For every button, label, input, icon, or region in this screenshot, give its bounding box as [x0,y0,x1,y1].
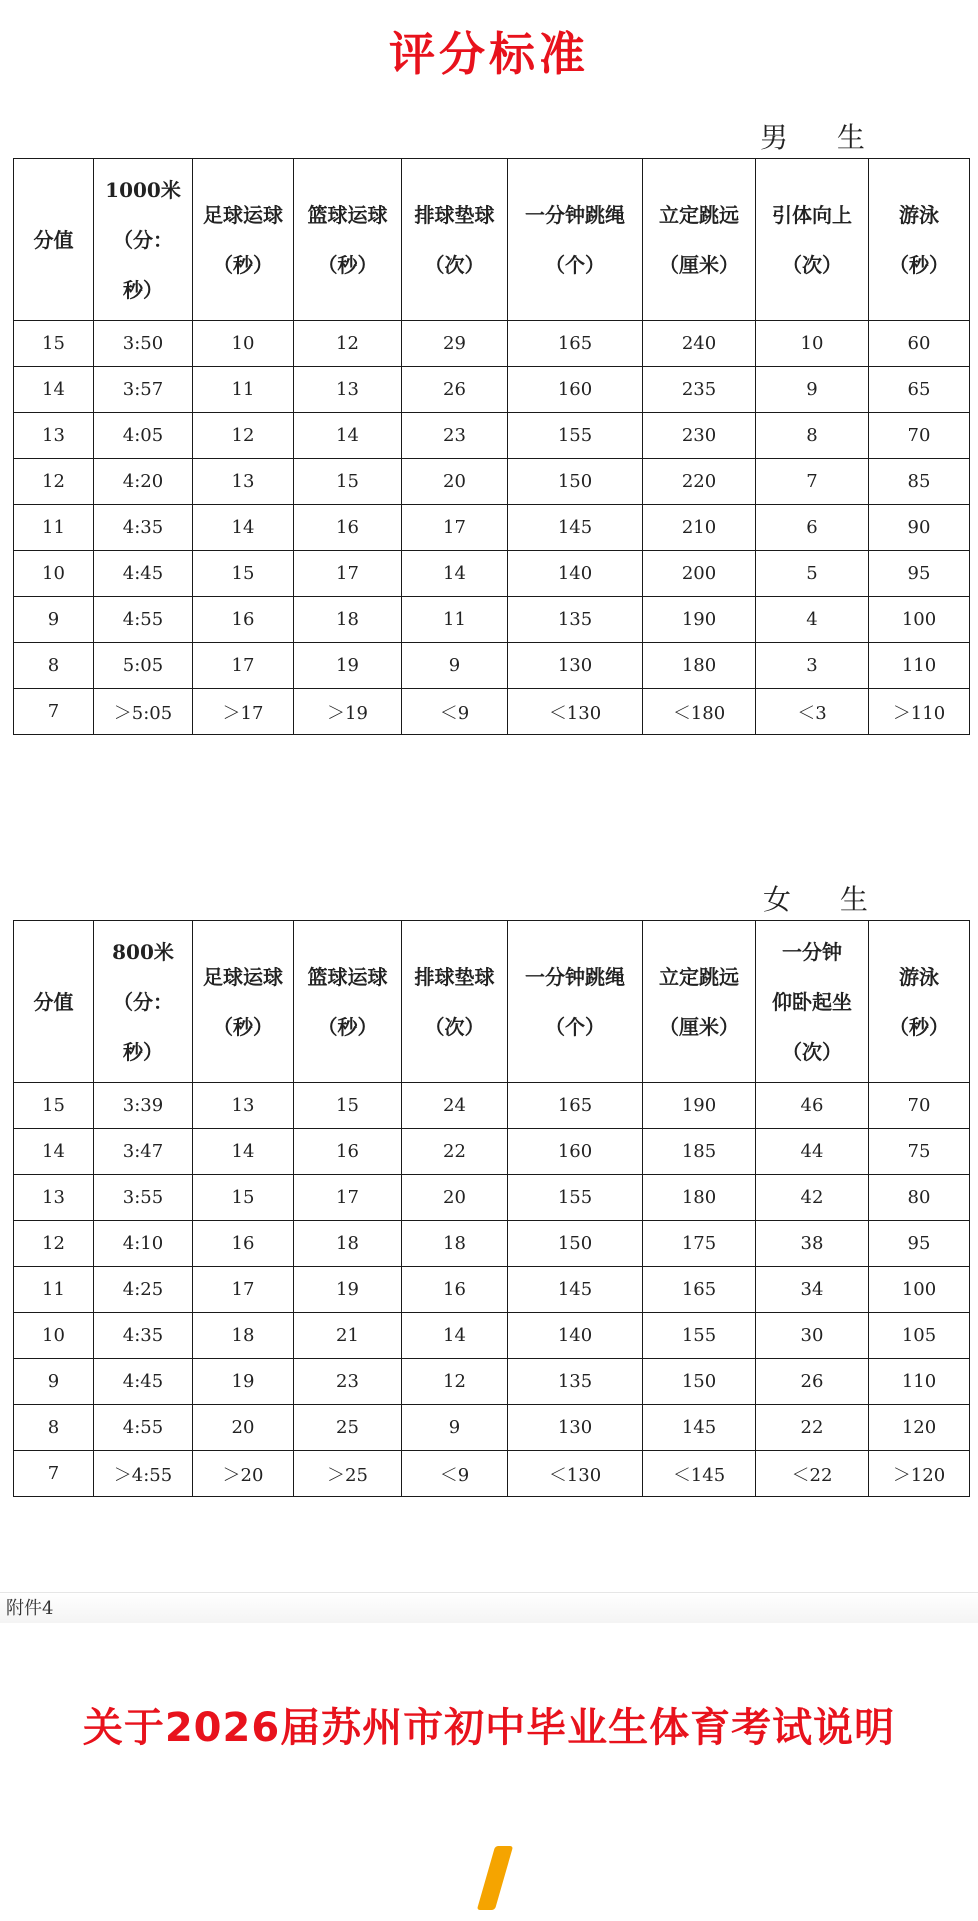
table-cell: 4:45 [94,551,193,597]
table-cell: ＜22 [756,1451,869,1497]
table-cell: 135 [508,597,643,643]
table-cell: 17 [402,505,508,551]
table-cell: 14 [14,367,94,413]
table-cell: 12 [14,459,94,505]
bottom-title: 关于2026届苏州市初中毕业生体育考试说明 [82,1705,896,1751]
table-cell: 165 [508,321,643,367]
table-row [14,1267,970,1313]
table-cell: 13 [193,459,294,505]
column-header [14,921,94,1083]
table-cell: 155 [508,413,643,459]
header-line: （个） [545,252,605,277]
table-cell: 110 [869,1359,970,1405]
table-row [14,1221,970,1267]
table-cell: ＜9 [402,1451,508,1497]
table-cell: 16 [402,1267,508,1313]
table-cell: 4 [756,597,869,643]
table-cell: 15 [294,459,402,505]
table-cell: 11 [193,367,294,413]
table-cell: 140 [508,551,643,597]
table-cell: 14 [14,1129,94,1175]
table-cell: 22 [756,1405,869,1451]
table-cell: 145 [643,1405,756,1451]
table-cell: ＜145 [643,1451,756,1497]
table-cell: 9 [402,643,508,689]
header-line: （秒） [317,252,378,277]
table-cell: 20 [193,1405,294,1451]
table-cell: 140 [508,1313,643,1359]
header-line: （厘米） [659,1014,739,1039]
table-cell: 130 [508,1405,643,1451]
table-cell: 42 [756,1175,869,1221]
table-cell: 190 [643,597,756,643]
table-cell: 165 [643,1267,756,1313]
table-cell: ＜9 [402,689,508,735]
torn-text [6,1594,53,1606]
table-cell: 85 [869,459,970,505]
table-cell: 9 [402,1405,508,1451]
table-cell: 105 [869,1313,970,1359]
header-line: 足球运球 [203,202,283,227]
table-cell: 7 [14,1451,94,1497]
table-cell: 6 [756,505,869,551]
table-cell: 12 [294,321,402,367]
table-cell: 15 [14,1083,94,1129]
header-line: （秒） [213,1014,273,1039]
table-cell: 4:20 [94,459,193,505]
table-cell: 38 [756,1221,869,1267]
table-cell: 130 [508,643,643,689]
table-cell: ＞20 [193,1451,294,1497]
header-line: 排球垫球 [414,202,495,227]
table-cell: 4:55 [94,597,193,643]
header-line: 800米 [112,939,174,964]
table-cell: 13 [193,1083,294,1129]
table-header-row [14,921,970,1083]
table-cell: 200 [643,551,756,597]
header-line: 1000米 [105,177,181,202]
header-line: （个） [545,1014,605,1039]
column-header [94,159,193,321]
table-cell: 160 [508,1129,643,1175]
header-line: 一分钟 [782,939,842,964]
table-cell: 230 [643,413,756,459]
table-cell: 5 [756,551,869,597]
table-cell: 150 [508,459,643,505]
table-row [14,1451,970,1497]
table-cell: 190 [643,1083,756,1129]
table-header-row [14,159,970,321]
table-cell: ＞25 [294,1451,402,1497]
table-cell: 44 [756,1129,869,1175]
table-cell: 3 [756,643,869,689]
header-line: 游泳 [899,964,939,989]
table-cell: 155 [508,1175,643,1221]
column-header [756,921,869,1083]
column-header [402,921,508,1083]
table-cell: ＞17 [193,689,294,735]
table-cell: 12 [14,1221,94,1267]
table-cell: 15 [294,1083,402,1129]
column-header [643,921,756,1083]
column-header [643,159,756,321]
column-header [508,921,643,1083]
table-cell: 95 [869,551,970,597]
table-cell: 29 [402,321,508,367]
table-cell: 180 [643,1175,756,1221]
table-cell: 4:05 [94,413,193,459]
table-cell: 13 [14,1175,94,1221]
table-cell: 10 [14,1313,94,1359]
table-cell: 3:39 [94,1083,193,1129]
header-line: 排球垫球 [414,964,495,989]
header-line: 分值 [33,227,74,252]
column-header [294,159,402,321]
table-cell: 15 [14,321,94,367]
table-cell: ＞120 [869,1451,970,1497]
table-cell: 10 [193,321,294,367]
header-line: 篮球运球 [307,202,388,227]
table-cell: 4:55 [94,1405,193,1451]
table-cell: 25 [294,1405,402,1451]
table-cell: ＜130 [508,1451,643,1497]
column-header [869,921,970,1083]
table-cell: 13 [14,413,94,459]
table-cell: 12 [193,413,294,459]
table-cell: 23 [402,413,508,459]
table-row [14,1083,970,1129]
table-cell: 10 [756,321,869,367]
table-cell: 3:55 [94,1175,193,1221]
table-cell: 8 [14,1405,94,1451]
table-cell: 22 [402,1129,508,1175]
header-line: 秒） [123,277,163,302]
table-cell: 9 [14,1359,94,1405]
header-line: （秒） [889,252,949,277]
table-cell: 120 [869,1405,970,1451]
table-cell: 17 [193,643,294,689]
header-line: （次） [424,252,485,277]
table-cell: 4:45 [94,1359,193,1405]
column-header [14,159,94,321]
table-cell: 110 [869,643,970,689]
header-line: （分： [113,227,173,252]
header-line: 一分钟跳绳 [525,964,625,989]
table-cell: 8 [756,413,869,459]
table-cell: 3:50 [94,321,193,367]
table-cell: 235 [643,367,756,413]
table-cell: 16 [193,597,294,643]
page-title: 评分标准 [389,27,589,81]
table-cell: 10 [14,551,94,597]
table-cell: 180 [643,643,756,689]
table-cell: 7 [756,459,869,505]
header-line: 分值 [33,989,74,1014]
table-cell: 185 [643,1129,756,1175]
table-cell: 46 [756,1083,869,1129]
table-cell: 220 [643,459,756,505]
table-cell: 8 [14,643,94,689]
table-cell: 17 [193,1267,294,1313]
table-cell: 14 [402,1313,508,1359]
table-cell: 16 [294,505,402,551]
table-cell: 20 [402,459,508,505]
table-cell: 3:47 [94,1129,193,1175]
table-cell: 175 [643,1221,756,1267]
table-cell: 70 [869,413,970,459]
table-cell: 23 [294,1359,402,1405]
table-cell: 18 [193,1313,294,1359]
male-label: 男 生 [760,121,885,154]
table-cell: ＜130 [508,689,643,735]
table-cell: 14 [193,1129,294,1175]
female-label: 女 生 [763,883,888,916]
table-row [14,689,970,735]
header-line: （秒） [213,252,273,277]
table-cell: ＞19 [294,689,402,735]
table-cell: 165 [508,1083,643,1129]
table-cell: 13 [294,367,402,413]
table-cell: 19 [294,643,402,689]
header-line: （次） [782,252,842,277]
table-cell: 90 [869,505,970,551]
table-cell: 17 [294,551,402,597]
table-row [14,367,970,413]
table-row [14,1405,970,1451]
header-line: 仰卧起坐 [772,989,852,1014]
table-cell: 16 [193,1221,294,1267]
table-cell: 7 [14,689,94,735]
table-row [14,1313,970,1359]
header-line: 足球运球 [203,964,283,989]
table-cell: 19 [193,1359,294,1405]
table-cell: 95 [869,1221,970,1267]
header-line: 篮球运球 [307,964,388,989]
header-line: （分： [113,989,173,1014]
table-cell: 15 [193,1175,294,1221]
table-row [14,413,970,459]
table-cell: ＞5:05 [94,689,193,735]
table-row [14,551,970,597]
male-score-table [13,158,970,735]
table-cell: 18 [294,597,402,643]
table-cell: 18 [294,1221,402,1267]
table-cell: 24 [402,1083,508,1129]
table-row [14,643,970,689]
table-row [14,1359,970,1405]
table-cell: 4:25 [94,1267,193,1313]
table-row [14,459,970,505]
table-cell: 11 [14,505,94,551]
table-row [14,321,970,367]
table-cell: 18 [402,1221,508,1267]
table-cell: 145 [508,505,643,551]
table-cell: 4:35 [94,1313,193,1359]
header-line: （次） [424,1014,485,1039]
table-cell: 21 [294,1313,402,1359]
table-cell: 160 [508,367,643,413]
table-cell: 155 [643,1313,756,1359]
column-header [756,159,869,321]
table-cell: ＜180 [643,689,756,735]
table-row [14,505,970,551]
table-cell: 5:05 [94,643,193,689]
table-cell: ＞110 [869,689,970,735]
table-cell: 12 [402,1359,508,1405]
column-header [94,921,193,1083]
header-line: （次） [782,1039,842,1064]
table-row [14,1129,970,1175]
table-cell: 80 [869,1175,970,1221]
table-cell: 145 [508,1267,643,1313]
column-header [294,921,402,1083]
table-cell: 14 [294,413,402,459]
table-cell: 19 [294,1267,402,1313]
table-cell: 14 [193,505,294,551]
table-cell: 210 [643,505,756,551]
table-cell: 65 [869,367,970,413]
column-header [193,159,294,321]
table-cell: 9 [14,597,94,643]
table-cell: 60 [869,321,970,367]
table-cell: 34 [756,1267,869,1313]
header-line: （秒） [889,1014,949,1039]
table-cell: 14 [402,551,508,597]
torn-edge [0,1592,978,1623]
table-cell: 17 [294,1175,402,1221]
header-line: 秒） [123,1039,163,1064]
header-line: 游泳 [899,202,939,227]
table-cell: 100 [869,1267,970,1313]
table-cell: 135 [508,1359,643,1405]
slash-icon [477,1846,513,1910]
female-score-table [13,920,970,1497]
column-header [402,159,508,321]
table-cell: ＜3 [756,689,869,735]
column-header [193,921,294,1083]
header-line: 引体向上 [772,202,852,227]
table-cell: 9 [756,367,869,413]
table-cell: 4:35 [94,505,193,551]
table-cell: 11 [14,1267,94,1313]
header-line: 立定跳远 [659,964,739,989]
table-cell: 3:57 [94,367,193,413]
column-header [869,159,970,321]
header-line: （秒） [317,1014,378,1039]
table-cell: 15 [193,551,294,597]
table-cell: 75 [869,1129,970,1175]
table-cell: 4:10 [94,1221,193,1267]
column-header [508,159,643,321]
table-cell: 240 [643,321,756,367]
table-cell: 70 [869,1083,970,1129]
table-cell: 20 [402,1175,508,1221]
table-row [14,597,970,643]
table-row [14,1175,970,1221]
header-line: 立定跳远 [659,202,739,227]
table-cell: 30 [756,1313,869,1359]
table-cell: 100 [869,597,970,643]
table-cell: 26 [756,1359,869,1405]
header-line: （厘米） [659,252,739,277]
header-line: 一分钟跳绳 [525,202,625,227]
table-cell: 150 [508,1221,643,1267]
table-cell: 150 [643,1359,756,1405]
table-cell: ＞4:55 [94,1451,193,1497]
table-cell: 11 [402,597,508,643]
table-cell: 16 [294,1129,402,1175]
table-cell: 26 [402,367,508,413]
